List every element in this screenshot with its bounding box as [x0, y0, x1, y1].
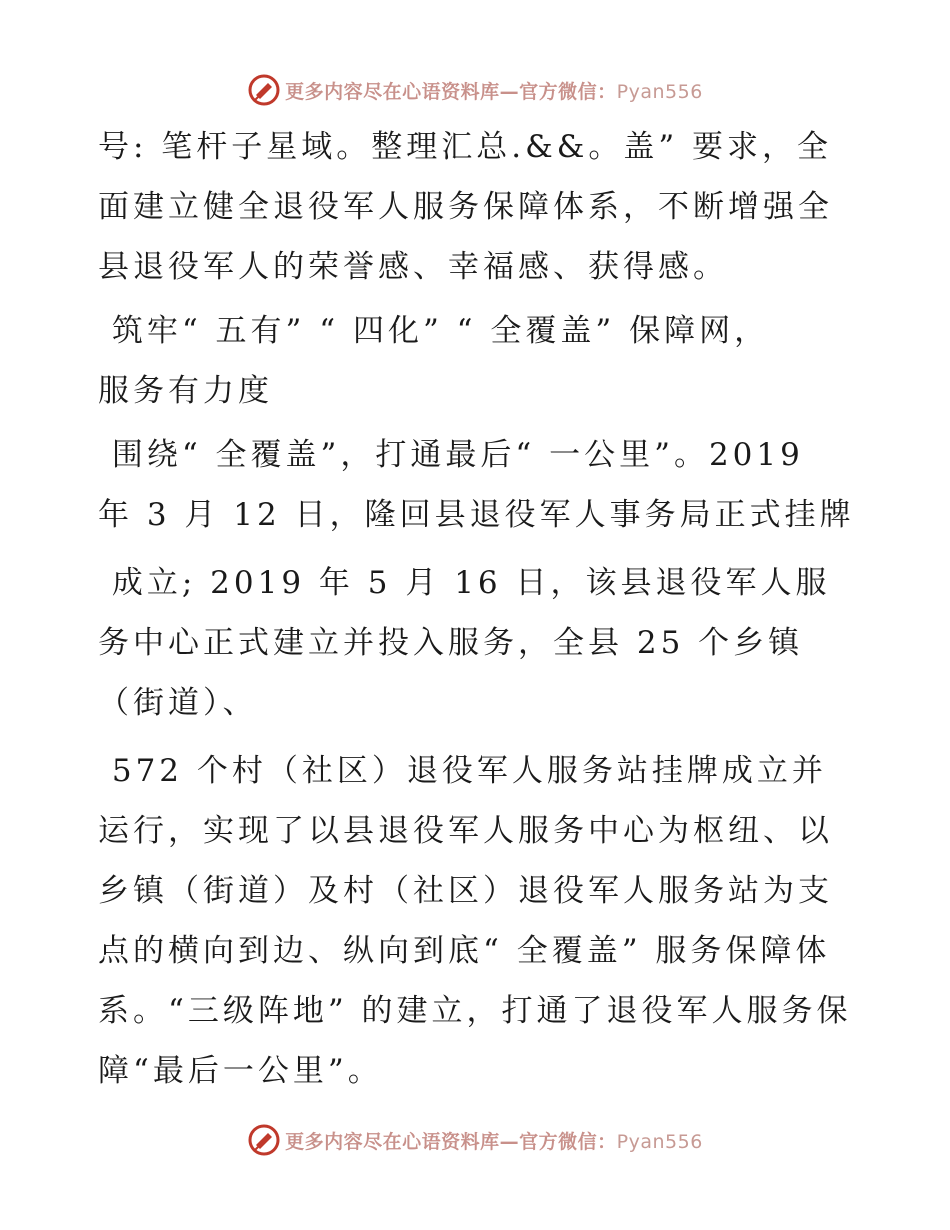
banner-text	[285, 77, 703, 104]
banner-label: 更多内容尽在心语资料库—官方微信：	[285, 1130, 617, 1153]
brand-logo-icon	[247, 1123, 281, 1157]
banner-text	[285, 1127, 703, 1154]
banner-wechat-id: Pyan556	[616, 1130, 703, 1153]
document-body	[98, 117, 858, 1101]
paragraph-5: 572 个村（社区）退役军人服务站挂牌成立并运行，实现了以县退役军人服务中心为枢纽、以乡镇（街道）及村（社区）退役军人服务站为支点的横向到边、纵向到底“ 全覆盖” 服务保障体系。“三级阵地” 的建立，打通了退役军人服务保障“最后一公里”。	[98, 753, 852, 1089]
banner-label: 更多内容尽在心语资料库—官方微信：	[285, 80, 617, 103]
header-banner	[0, 70, 950, 110]
brand-logo-icon	[247, 73, 281, 107]
banner-wechat-id: Pyan556	[616, 80, 703, 103]
footer-banner	[0, 1120, 950, 1160]
paragraph-2-heading: 筑牢“ 五有” “ 四化” “ 全覆盖” 保障网， 服务有力度	[98, 313, 770, 409]
paragraph-1: 号: 笔杆子星域。整理汇总.&&。盖” 要求，全面建立健全退役军人服务保障体系，不断增强全县退役军人的荣誉感、幸福感、获得感。	[98, 129, 833, 285]
paragraph-3: 围绕“ 全覆盖”，打通最后“ 一公里”。2019 年 3 月 12 日，隆回县退役军人事务局正式挂牌	[98, 437, 855, 533]
paragraph-4: 成立; 2019 年 5 月 16 日，该县退役军人服务中心正式建立并投入服务，全县 25 个乡镇（街道）、	[98, 565, 831, 721]
